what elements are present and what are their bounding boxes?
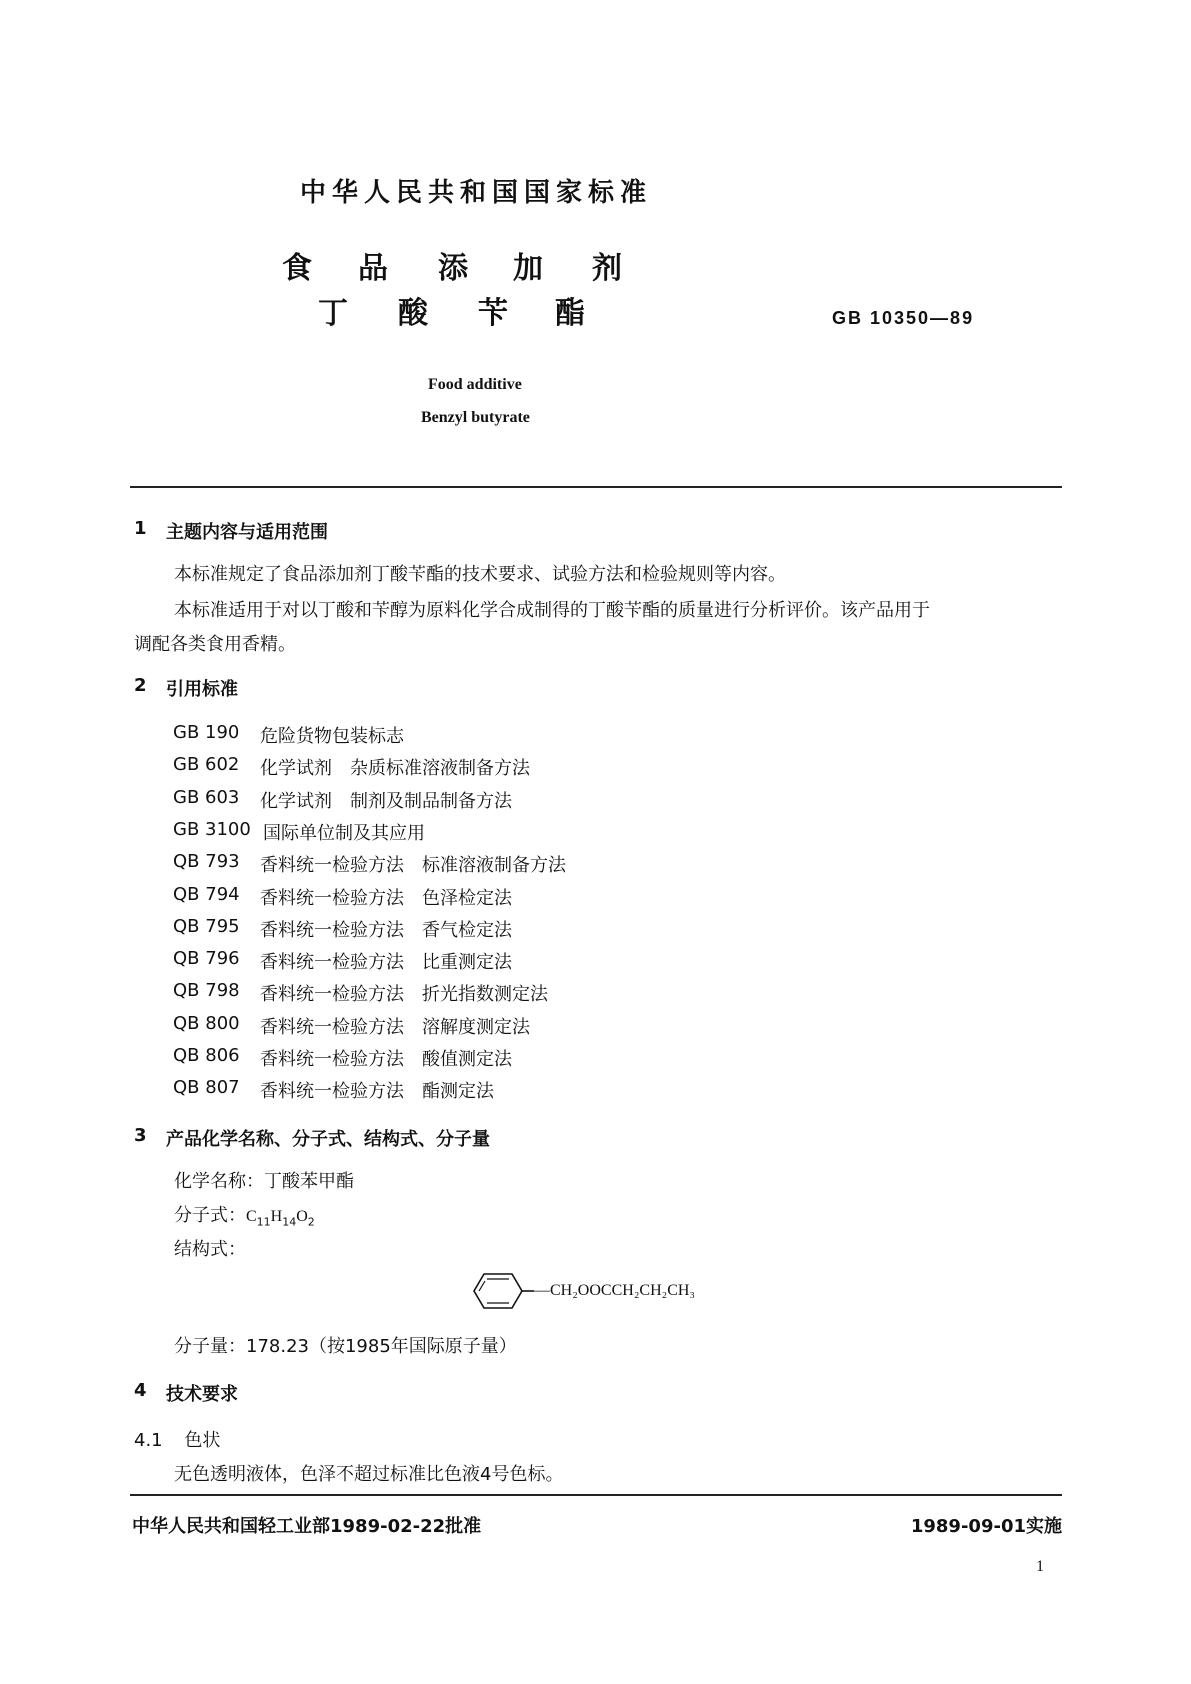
subsection-number: 4.1 [134, 1430, 163, 1451]
reference-item [173, 884, 873, 908]
reference-name: 危险货物包装标志 [260, 726, 404, 747]
title-char: 酯 [555, 296, 585, 331]
section-1-heading [134, 518, 534, 542]
section-1-paragraph-1: 本标准规定了食品添加剂丁酸苄酯的技术要求、试验方法和检验规则等内容。 [174, 564, 786, 585]
section-number: 3 [134, 1125, 147, 1146]
effective-date: 1989-09-01实施 [910, 1516, 1062, 1537]
chemical-name: 化学名称：丁酸苯甲酯 [174, 1171, 354, 1192]
section-number: 4 [134, 1380, 147, 1401]
section-4-heading [134, 1380, 534, 1404]
formula-o-sub: 2 [307, 1215, 315, 1229]
reference-name: 香料统一检验方法 溶解度测定法 [260, 1016, 530, 1038]
reference-item [173, 1013, 873, 1037]
reference-item [173, 754, 873, 778]
title-char: 加 [513, 251, 543, 286]
standard-org-title: 中华人民共和国国家标准 [300, 178, 653, 208]
formula-h: H [270, 1208, 283, 1225]
header-divider [130, 486, 1062, 488]
reference-name: 香料统一检验方法 比重测定法 [260, 952, 512, 974]
reference-item [173, 916, 873, 940]
english-title-1: Food additive [428, 376, 522, 393]
english-title-2: Benzyl butyrate [421, 409, 530, 426]
section-title: 技术要求 [166, 1384, 238, 1405]
section-number: 1 [134, 518, 147, 539]
reference-name: 国际单位制及其应用 [263, 822, 425, 844]
benzene-ring-diagram [462, 1268, 534, 1314]
subsection-title: 色状 [184, 1430, 221, 1451]
reference-code: GB 602 [173, 754, 240, 776]
formula-c: C [246, 1208, 257, 1225]
reference-code: GB 3100 [173, 818, 251, 840]
reference-item [173, 851, 873, 875]
document-title-line-2 [0, 288, 1191, 331]
title-char: 添 [438, 251, 468, 286]
document-title-line-1 [0, 243, 1191, 286]
footer-divider [130, 1494, 1062, 1496]
section-title: 引用标准 [166, 679, 238, 700]
subsection-4-1-heading [134, 1426, 220, 1452]
section-title: 产品化学名称、分子式、结构式、分子量 [166, 1129, 490, 1150]
subsection-4-1-text: 无色透明液体，色泽不超过标准比色液4号色标。 [174, 1464, 564, 1485]
title-char: 剂 [592, 251, 622, 286]
reference-name: 香料统一检验方法 标准溶液制备方法 [260, 855, 566, 877]
reference-code: QB 798 [173, 980, 240, 1002]
section-3-heading [134, 1125, 734, 1149]
section-1-paragraph-2: 本标准适用于对以丁酸和苄醇为原料化学合成制得的丁酸苄酯的质量进行分析评价。该产品用于 [174, 600, 930, 621]
title-char: 丁 [318, 296, 348, 331]
reference-item [173, 980, 873, 1004]
reference-code: QB 806 [173, 1045, 240, 1066]
molecular-formula [174, 1201, 315, 1229]
reference-name: 香料统一检验方法 折光指数测定法 [260, 984, 548, 1006]
title-char: 食 [282, 251, 312, 286]
reference-item [173, 948, 873, 972]
formula-o: O [296, 1208, 308, 1225]
reference-code: QB 796 [173, 948, 240, 970]
formula-c-sub: 11 [256, 1215, 271, 1229]
reference-item [173, 722, 873, 746]
molecular-weight: 分子量：178.23（按1985年国际原子量） [174, 1336, 517, 1357]
reference-item [173, 1045, 873, 1069]
reference-code: QB 794 [173, 883, 240, 905]
section-number: 2 [134, 675, 147, 696]
reference-code: QB 793 [173, 851, 240, 873]
reference-code: GB 603 [173, 786, 240, 808]
page-number: 1 [1036, 1558, 1044, 1575]
reference-name: 香料统一检验方法 酸值测定法 [260, 1049, 512, 1070]
reference-name: 香料统一检验方法 色泽检定法 [260, 887, 512, 909]
standard-number: GB 10350—89 [832, 308, 975, 328]
section-title: 主题内容与适用范围 [166, 522, 328, 543]
reference-name: 香料统一检验方法 香气检定法 [260, 919, 512, 941]
reference-code: QB 800 [173, 1012, 240, 1034]
reference-name: 化学试剂 制剂及制品制备方法 [260, 790, 512, 812]
approval-line: 中华人民共和国轻工业部1989-02-22批准 [132, 1516, 482, 1537]
structure-label: 结构式： [174, 1239, 246, 1260]
formula-h-sub: 14 [282, 1215, 297, 1229]
section-2-heading [134, 675, 534, 699]
title-char: 苄 [478, 296, 508, 331]
reference-item [173, 819, 873, 843]
reference-code: QB 795 [173, 915, 240, 937]
formula-label: 分子式： [174, 1205, 246, 1226]
structure-chain: —CH₂OOCCH₂CH₂CH₃ [534, 1282, 695, 1299]
reference-item [173, 1077, 873, 1101]
reference-code: QB 807 [173, 1077, 240, 1099]
reference-code: GB 190 [173, 722, 240, 743]
section-1-paragraph-2-cont: 调配各类食用香精。 [134, 634, 296, 655]
reference-name: 化学试剂 杂质标准溶液制备方法 [260, 758, 530, 780]
reference-item [173, 787, 873, 811]
reference-name: 香料统一检验方法 酯测定法 [260, 1081, 494, 1103]
title-char: 品 [358, 251, 388, 286]
title-char: 酸 [398, 296, 428, 331]
